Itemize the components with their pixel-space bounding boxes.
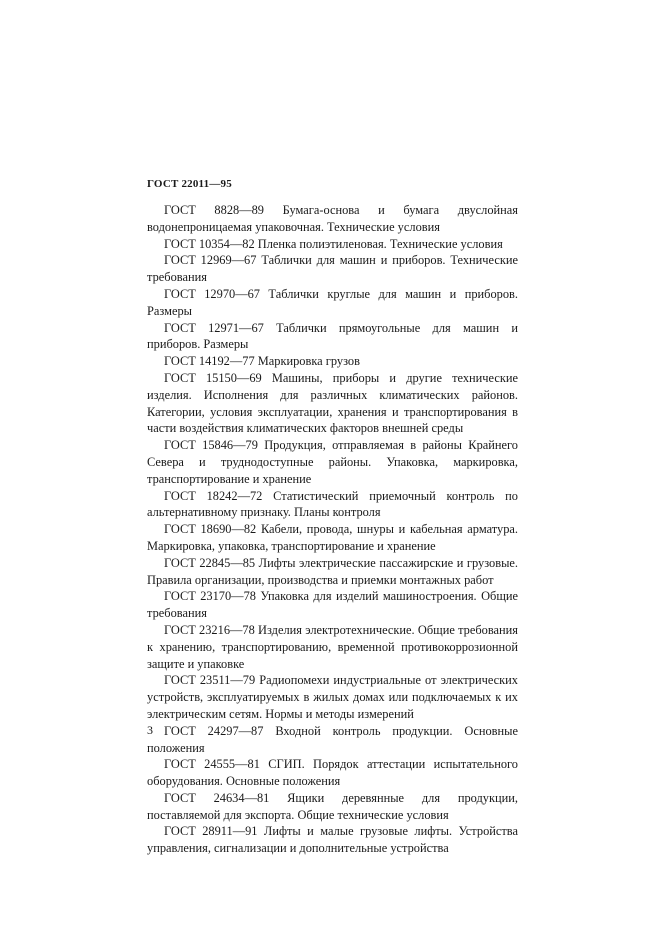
reference-item: ГОСТ 15846—79 Продукция, отправляемая в районы Крайнего Севера и труднодоступные районы. Упаковка, маркировка, транспортирование и хранение [147,438,518,486]
reference-item: ГОСТ 28911—91 Лифты и малые грузовые лифты. Устройства управления, сигнализации и дополнительные устройства [147,824,518,856]
reference-item: ГОСТ 22845—85 Лифты электрические пассажирские и грузовые. Правила организации, производства и приемки монтажных работ [147,555,518,587]
reference-item: ГОСТ 18242—72 Статистический приемочный контроль по альтернативному признаку. Планы контроля [147,488,518,520]
page-header: ГОСТ 22011—95 [147,178,232,190]
reference-item: ГОСТ 14192—77 Маркировка грузов [164,354,360,369]
reference-item: ГОСТ 23216—78 Изделия электротехнические. Общие требования к хранению, транспортированию, временной противокоррозионной защите и упаковке [147,622,518,671]
reference-item: ГОСТ 15150—69 Машины, приборы и другие технические изделия. Исполнения для различных климатических районов. Категории, условия эксплуатации, хранения и транспортирования в части воздействия климатических факторов внешней среды [147,370,518,436]
reference-item: ГОСТ 12969—67 Таблички для машин и приборов. Технические требования [147,253,518,285]
reference-item: ГОСТ 24634—81 Ящики деревянные для продукции, поставляемой для экспорта. Общие технические условия [147,790,518,822]
reference-item: ГОСТ 10354—82 Пленка полиэтиленовая. Технические условия [164,236,503,251]
reference-list [147,202,518,857]
reference-item: ГОСТ 23170—78 Упаковка для изделий машиностроения. Общие требования [147,589,518,621]
reference-item: ГОСТ 24555—81 СГИП. Порядок аттестации испытательного оборудования. Основные положения [147,757,518,789]
page-number: 3 [147,723,153,737]
reference-item: ГОСТ 8828—89 Бумага-основа и бумага двуслойная водонепроницаемая упаковочная. Технические условия [147,203,518,234]
reference-item: ГОСТ 18690—82 Кабели, провода, шнуры и кабельная арматура. Маркировка, упаковка, транспортирование и хранение [147,522,518,553]
reference-item: ГОСТ 12971—67 Таблички прямоугольные для машин и приборов. Размеры [147,320,518,352]
reference-item: ГОСТ 12970—67 Таблички круглые для машин и приборов. Размеры [147,286,518,318]
reference-item: ГОСТ 23511—79 Радиопомехи индустриальные от электрических устройств, эксплуатируемых в жилых домах или подключаемых к их электрическим сетям. Нормы и методы измерений [147,673,518,721]
reference-item: ГОСТ 24297—87 Входной контроль продукции. Основные положения [147,723,518,755]
